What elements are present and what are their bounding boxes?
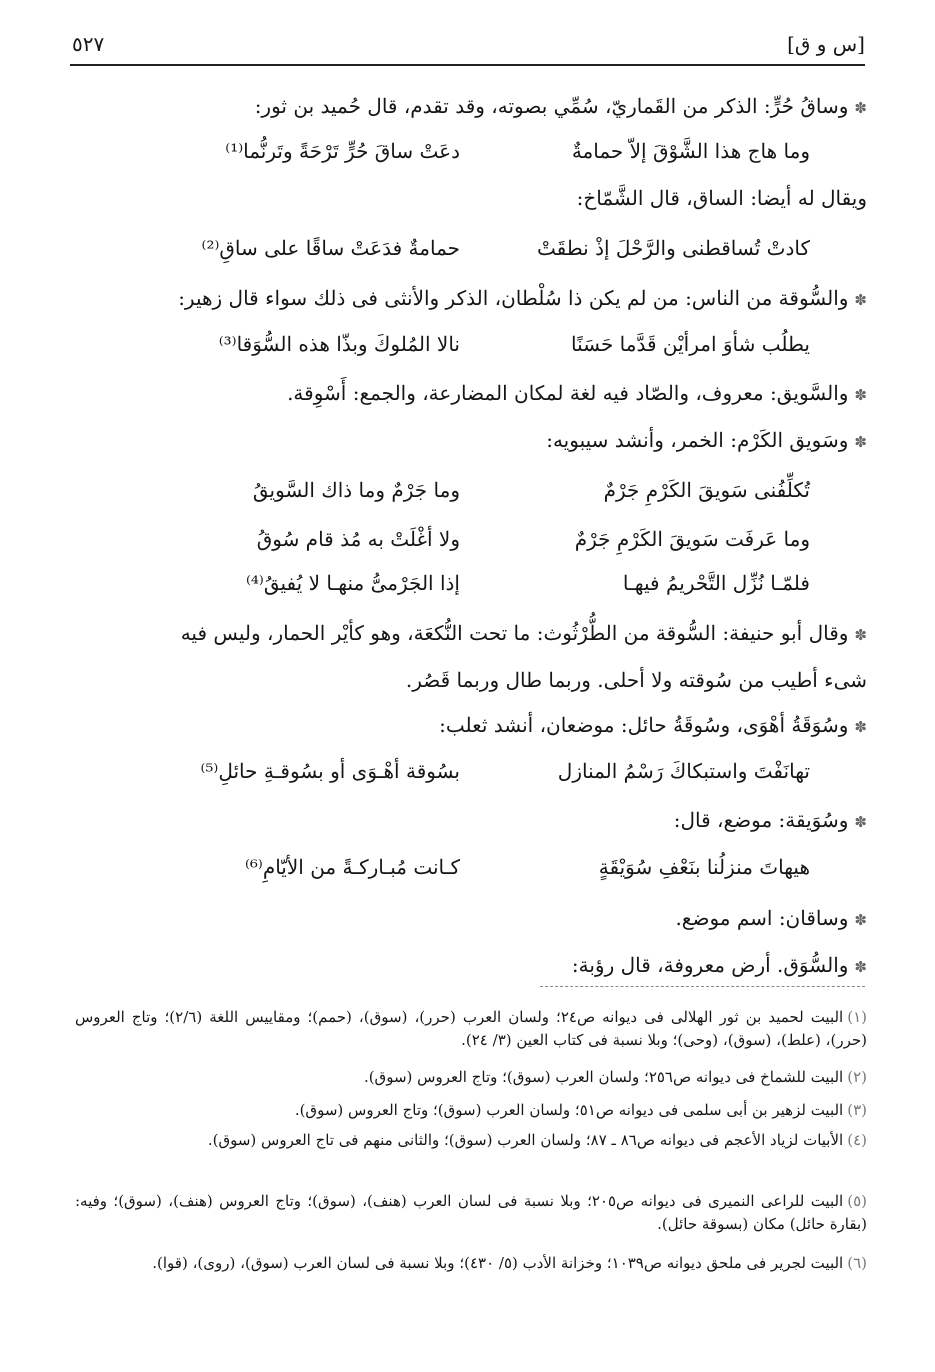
footnote-5 [75, 1190, 867, 1237]
page-header-root: [س و ق] [787, 32, 865, 56]
footnote-text: الأبيات لزياد الأعجم فى ديوانه ص٨٦ ـ ٨٧؛ ولسان العرب (سوق)؛ والثانى منهم فى تاج العروس (سوق). [207, 1131, 844, 1149]
verse-hemistich-1: يطلُب شأوَ امرأيْن قَدَّما حَسَنًا [570, 332, 810, 356]
entry-text: والسُّوقة من الناس: من لم يكن ذا سُلْطان، الذكر والأنثى فى ذلك سواء قال زهير: [178, 286, 849, 310]
footnote-number: (٣) [847, 1101, 867, 1119]
entry-star-icon: ✽ [854, 958, 867, 976]
header-rule [70, 64, 865, 66]
entry-text: وقال أبو حنيفة: السُّوقة من الطُّرْثُوث: ما تحت النُّكعَة، وهو كأيْر الحمار، وليس فيه [180, 621, 849, 645]
footnote-6 [75, 1252, 867, 1275]
entry-star-icon: ✽ [854, 911, 867, 929]
verse-hemistich-1: كادتْ تُساقطنى والرَّحْلَ إذْ نطقَتْ [537, 236, 810, 260]
verse-hemistich-1: وما عَرفَت سَويقَ الكَرْمِ جَرْمٌ [574, 527, 810, 551]
entry-text: والسَّويق: معروف، والصّاد فيه لغة لمكان المضارعة، والجمع: أَسْوِقة. [287, 381, 849, 405]
footnote-number: (٦) [847, 1254, 867, 1272]
verse-hemistich-2: حمامةٌ فدَعَتْ ساقًا على ساقِ⁽²⁾ [201, 236, 460, 260]
verse-hemistich-2: وما جَرْمٌ وما ذاك السَّويقُ [252, 478, 460, 502]
verse-hemistich-2: ولا أغْلَتْ به مُذ قام سُوقُ [256, 527, 460, 551]
entry-star-icon: ✽ [854, 813, 867, 831]
entry-suqa-tarthuth [75, 623, 867, 643]
footnote-number: (١) [847, 1008, 867, 1026]
footnote-text: البيت لحميد بن ثور الهلالى فى ديوانه ص٢٤؛ ولسان العرب (حرر)، (سوق)، (حمم)؛ ومقاييس اللغة (٢/٦)؛ وتاج العروس (حرر)، (علط)، (سوق)، (وحى)؛ وبلا نسبة فى كتاب العين (٣/ ٢٤). [75, 1008, 867, 1050]
entry-saq-hurr [75, 96, 867, 116]
footnote-text: البيت لزهير بن أبى سلمى فى ديوانه ص٥١؛ ولسان العرب (سوق)؛ وتاج العروس (سوق). [294, 1101, 844, 1119]
entry-star-icon: ✽ [854, 433, 867, 451]
entry-suqat-ahwa [75, 715, 867, 735]
entry-text: وساقان: اسم موضع. [675, 906, 849, 930]
entry-text: ويقال له أيضا: الساق، قال الشَّمّاخ: [576, 186, 867, 210]
verse-hemistich-1: وما هاج هذا الشَّوْقَ إلاّ حمامةٌ [571, 139, 810, 163]
footnote-number: (٥) [847, 1192, 867, 1210]
verse-hemistich-1: تهانَفْتَ واستبكاكَ رَسْمُ المنازل [557, 759, 810, 783]
footnote-text: البيت لجرير فى ملحق ديوانه ص١٠٣٩؛ وخزانة الأدب (٥/ ٤٣٠)؛ وبلا نسبة فى لسان العرب (سوق)، (روى)، (قوا). [152, 1254, 844, 1272]
footnote-text: البيت للراعى النميرى فى ديوانه ص٢٠٥؛ وبلا نسبة فى لسان العرب (هنف)، (سوق)؛ وتاج العروس (هنف)، (سوق)؛ وفيه: (بقارة حائل) مكان (بسوقة حائل). [75, 1192, 867, 1234]
verse-hemistich-1: هيهاتَ منزلُنا بنَعْفِ سُوَيْقَةٍ [598, 855, 810, 879]
footnote-separator [540, 986, 865, 987]
entry-star-icon: ✽ [854, 718, 867, 736]
verse-hemistich-1: فلمّـا نُزِّل التَّحْريمُ فيهـا [622, 571, 810, 595]
verse-hemistich-2: دعَتْ ساقَ حُرٍّ تَرْحَةً وتَرنُّما⁽¹⁾ [225, 139, 460, 163]
page-number: ٥٢٧ [72, 32, 105, 56]
entry-text: وسُوَقَةُ أهْوَى، وسُوقَةُ حائل: موضعان، أنشد ثعلب: [439, 713, 849, 737]
entry-star-icon: ✽ [854, 386, 867, 404]
entry-text: وسُوَيقة: موضع، قال: [673, 808, 849, 832]
footnote-number: (٤) [847, 1131, 867, 1149]
footnote-1 [75, 1006, 867, 1053]
entry-suqa [75, 288, 867, 308]
entry-text: وساقُ حُرٍّ: الذكر من القَماريّ، سُمِّي بصوته، وقد تقدم، قال حُميد بن ثور: [254, 94, 849, 118]
entry-saqan [75, 908, 867, 928]
entry-sawiq-alkarm [75, 430, 867, 450]
entry-star-icon: ✽ [854, 626, 867, 644]
footnote-3 [75, 1099, 867, 1122]
entry-suwaq [75, 955, 867, 975]
verse-hemistich-2: إذا الجَرْمىُّ منهـا لا يُفيقُ⁽⁴⁾ [245, 571, 460, 595]
footnote-text: البيت للشماخ فى ديوانه ص٢٥٦؛ ولسان العرب (سوق)؛ وتاج العروس (سوق). [363, 1068, 844, 1086]
entry-star-icon: ✽ [854, 99, 867, 117]
entry-text: والسُّوَق. أرض معروفة، قال رؤبة: [571, 953, 849, 977]
entry-sawiq [75, 383, 867, 403]
footnote-2 [75, 1066, 867, 1089]
verse-hemistich-2: بسُوقة أهْـوَى أو بسُوقـةِ حائلِ⁽⁵⁾ [200, 759, 460, 783]
entry-star-icon: ✽ [854, 291, 867, 309]
verse-hemistich-2: كـانت مُبـاركـةً من الأيّامِ⁽⁶⁾ [244, 855, 460, 879]
entry-suwayqa [75, 810, 867, 830]
verse-hemistich-2: نالا المُلوكَ وبذّا هذه السُّوَقا⁽³⁾ [218, 332, 460, 356]
entry-text: وسَويق الكَرْم: الخمر، وأنشد سيبويه: [546, 428, 849, 452]
verse-hemistich-1: تُكلِّفُنى سَويقَ الكَرْمِ جَرْمٌ [603, 478, 810, 502]
footnote-4 [75, 1129, 867, 1152]
entry-text: شىء أطيب من سُوقته ولا أحلى. وربما طال وربما قَصُر. [405, 668, 867, 692]
footnote-number: (٢) [847, 1068, 867, 1086]
